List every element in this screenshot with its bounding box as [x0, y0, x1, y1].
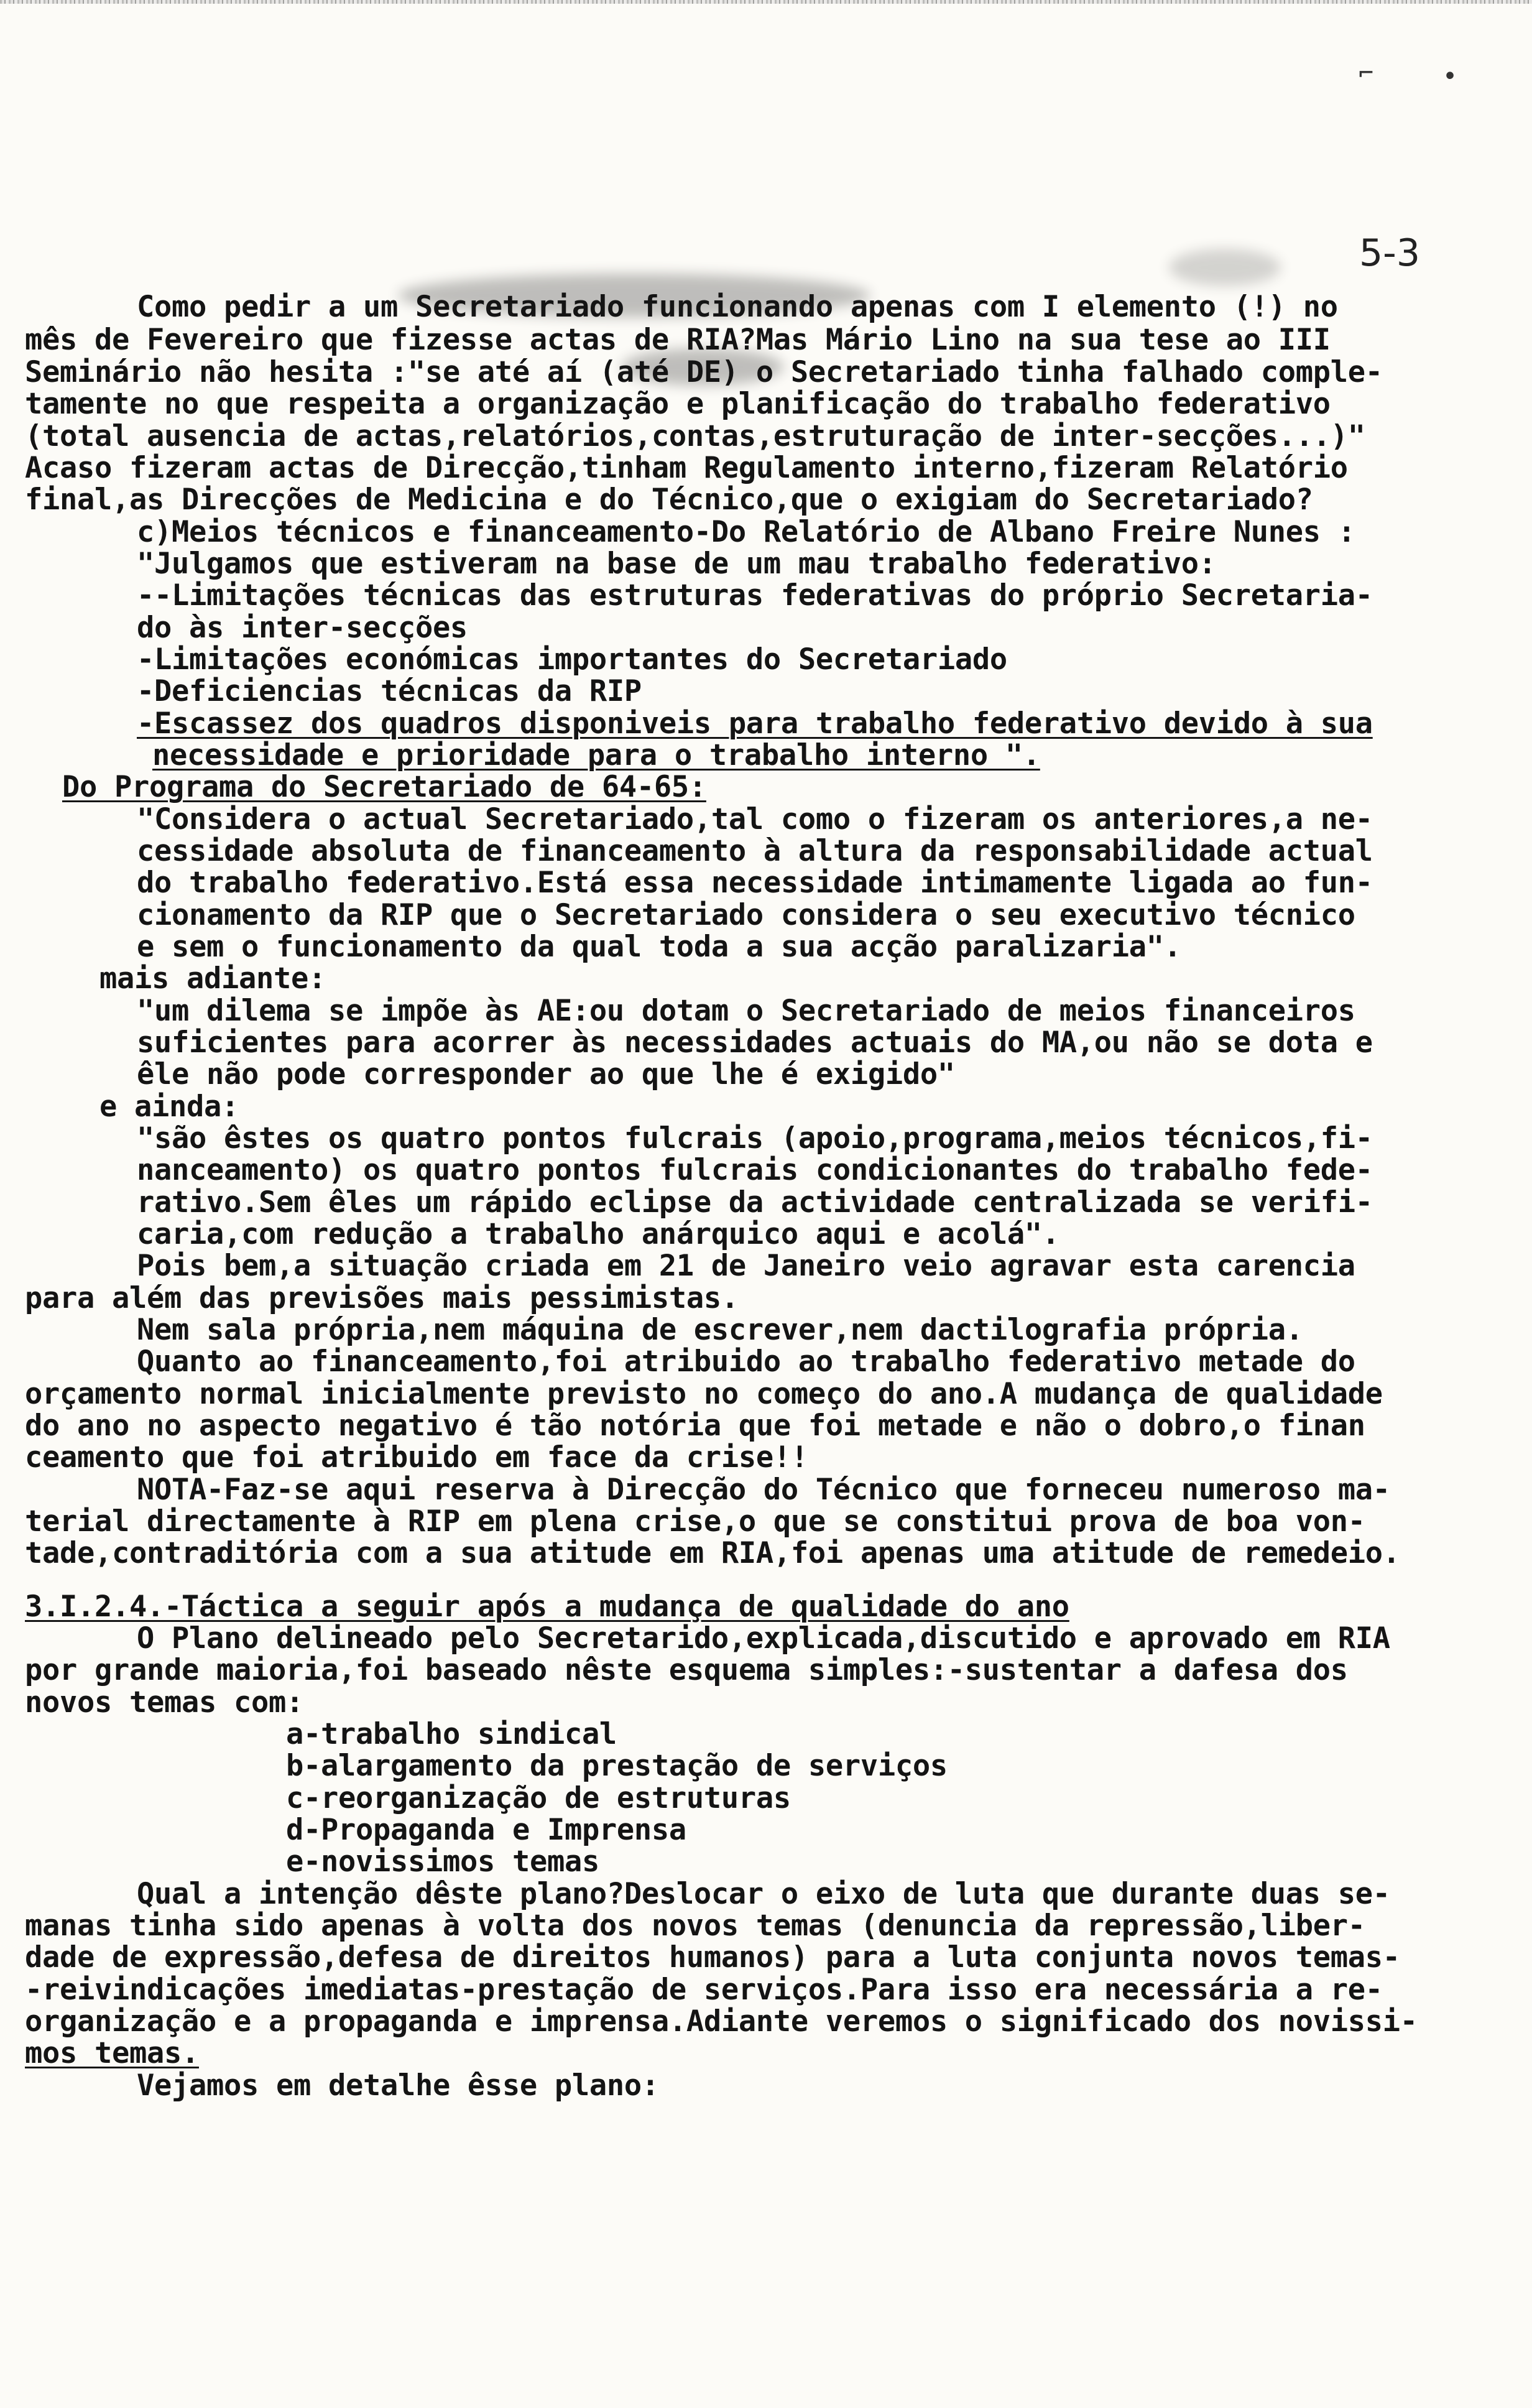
- text-line: suficientes para acorrer às necessidades actuais do MA,ou não se dota e: [137, 1026, 1373, 1060]
- underlined-line: -Escassez dos quadros disponiveis para trabalho federativo devido à sua: [137, 706, 1373, 741]
- text-line: do ano no aspecto negativo é tão notória que foi metade e não o dobro,o finan: [25, 1409, 1365, 1443]
- text-line: final,as Direcções de Medicina e do Técnico,que o exigiam do Secretariado?: [25, 483, 1313, 517]
- text-line: Quanto ao financeamento,foi atribuido ao trabalho federativo metade do: [137, 1345, 1355, 1379]
- margin-dot: •: [1442, 62, 1458, 91]
- text-line: organização e a propaganda e imprensa.Adiante veremos o significado dos novissi-: [25, 2004, 1418, 2039]
- text-line: orçamento normal inicialmente previsto no começo do ano.A mudança de qualidade: [25, 1377, 1383, 1411]
- text-line: -Limitações económicas importantes do Secretariado: [137, 642, 1007, 677]
- text-line: Acaso fizeram actas de Direcção,tinham Regulamento interno,fizeram Relatório: [25, 451, 1348, 485]
- text-line: Nem sala própria,nem máquina de escrever,nem dactilografia própria.: [137, 1313, 1303, 1347]
- text-line: Qual a intenção dêste plano?Deslocar o eixo de luta que durante duas se-: [137, 1877, 1390, 1911]
- text-line: mos temas.: [25, 2036, 199, 2070]
- underlined-line: necessidade e prioridade para o trabalho interno ".: [152, 738, 1040, 772]
- section-heading: c)Meios técnicos e financeamento-Do Relatório de Albano Freire Nunes :: [137, 515, 1355, 549]
- text-line: novos temas com:: [25, 1685, 303, 1720]
- text-line: e sem o funcionamento da qual toda a sua acção paralizaria".: [137, 930, 1181, 964]
- text-line: mês de Fevereiro que fizesse actas de RIA?Mas Mário Lino na sua tese ao III: [25, 323, 1331, 357]
- list-item: a-trabalho sindical: [286, 1717, 617, 1751]
- text-line: ceamento que foi atribuido em face da crise!!: [25, 1440, 808, 1475]
- section-heading: 3.I.2.4.-Táctica a seguir após a mudança de qualidade do ano: [25, 1590, 1069, 1624]
- text-line: Seminário não hesita :"se até aí (até DE) o Secretariado tinha falhado comple-: [25, 355, 1383, 389]
- text-line: O Plano delineado pelo Secretarido,explicada,discutido e aprovado em RIA: [137, 1621, 1390, 1656]
- text-line: êle não pode corresponder ao que lhe é exigido": [137, 1057, 955, 1091]
- text-line: do às inter-secções: [137, 611, 468, 645]
- text-line: -Deficiencias técnicas da RIP: [137, 674, 642, 708]
- text-line: do trabalho federativo.Está essa necessidade intimamente ligada ao fun-: [137, 866, 1373, 900]
- page-number: 5-3: [1359, 231, 1420, 275]
- text-line: "um dilema se impõe às AE:ou dotam o Secretariado de meios financeiros: [137, 994, 1355, 1028]
- note-line: tade,contraditória com a sua atitude em RIA,foi apenas uma atitude de remedeio.: [25, 1536, 1400, 1570]
- list-item: e-novissimos temas: [286, 1845, 599, 1879]
- text-line: "Considera o actual Secretariado,tal como o fizeram os anteriores,a ne-: [137, 802, 1373, 836]
- text-line: dade de expressão,defesa de direitos humanos) para a luta conjunta novos temas-: [25, 1940, 1400, 1975]
- text-line: -reivindicações imediatas-prestação de serviços.Para isso era necessária a re-: [25, 1973, 1383, 2007]
- text-line: Pois bem,a situação criada em 21 de Janeiro veio agravar esta carencia: [137, 1249, 1355, 1283]
- text-line: para além das previsões mais pessimistas.: [25, 1281, 739, 1315]
- text-line: caria,com redução a trabalho anárquico aqui e acolá".: [137, 1217, 1059, 1251]
- text-line: "são êstes os quatro pontos fulcrais (apoio,programa,meios técnicos,fi-: [137, 1121, 1373, 1155]
- margin-mark: ⌐: [1359, 59, 1374, 88]
- text-line: Do Programa do Secretariado de 64-65:: [62, 770, 706, 804]
- text-line: mais adiante:: [99, 961, 326, 996]
- text-line: Como pedir a um Secretariado funcionando apenas com I elemento (!) no: [137, 290, 1338, 324]
- note-line: NOTA-Faz-se aqui reserva à Direcção do Técnico que forneceu numeroso ma-: [137, 1473, 1390, 1507]
- text-line: cessidade absoluta de financeamento à altura da responsabilidade actual: [137, 834, 1373, 868]
- text-line: e ainda:: [99, 1090, 239, 1124]
- text-line: rativo.Sem êles um rápido eclipse da actividade centralizada se verifi-: [137, 1185, 1373, 1220]
- text-line: --Limitações técnicas das estruturas federativas do próprio Secretaria-: [137, 578, 1373, 613]
- text-line: cionamento da RIP que o Secretariado considera o seu executivo técnico: [137, 898, 1355, 932]
- list-item: c-reorganização de estruturas: [286, 1781, 791, 1815]
- list-item: d-Propaganda e Imprensa: [286, 1813, 686, 1847]
- text-line: por grande maioria,foi baseado nêste esquema simples:-sustentar a dafesa dos: [25, 1653, 1348, 1687]
- text-line: "Julgamos que estiveram na base de um mau trabalho federativo:: [137, 547, 1216, 581]
- note-line: terial directamente à RIP em plena crise,o que se constitui prova de boa von-: [25, 1504, 1365, 1539]
- list-item: b-alargamento da prestação de serviços: [286, 1749, 948, 1783]
- text-line: manas tinha sido apenas à volta dos novos temas (denuncia da repressão,liber-: [25, 1909, 1365, 1943]
- text-line: Vejamos em detalhe êsse plano:: [137, 2068, 659, 2103]
- text-line: (total ausencia de actas,relatórios,contas,estruturação de inter-secções...)": [25, 419, 1365, 453]
- text-line: nanceamento) os quatro pontos fulcrais condicionantes do trabalho fede-: [137, 1153, 1373, 1187]
- text-line: tamente no que respeita a organização e planificação do trabalho federativo: [25, 387, 1331, 421]
